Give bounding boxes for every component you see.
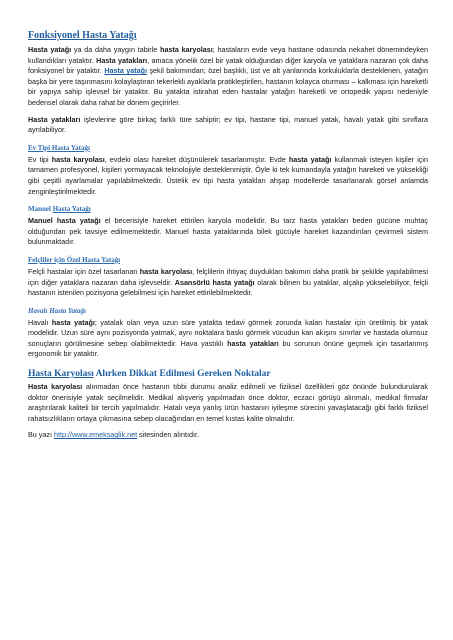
bold-term: Hasta karyolası [28,382,83,392]
bold-term: Hasta yatakları [28,114,81,124]
text-run: şekil bakımından; özel başlıklı, üst ve alt yanlarında korkuluklarla desteklenen, yatağın başka bir yere taşınmasını kolaylaştıran tekerlekli ayaklarla pratikleştirilen, hastanın kolayca oturması – kalkması için hareketli bir yapıya sahip işlevsel bir yataktır. Bu yatakta istirahat eden hastalar yatağın hareketli ve ortopedik yapısı nedeniyle bedensel olarak daha rahat bir dönem geçirirler. [28,66,428,107]
text-run: ; hastaların evde veya hastane odasında nekahet dönemindeyken kullandıkları yataktır. [28,45,428,65]
text-run: Ev tipi [28,154,52,164]
paragraph-fonksiyonel-2 [28,115,428,136]
heading-felcliler [28,256,428,265]
paragraph-felcliler [28,267,428,299]
heading-manuel [28,205,428,214]
text-run: el becerisiyle hareket ettirilen karyola modelidir. Bu tarz hasta yatakları beden gücüne muhtaç olduğundan pek tavsiye edilmemektedir. Manuel hasta yataklarında bilek gücüyle hareket kazandırılan çevirmeli sistem bulunmaktadır. [28,216,428,247]
paragraph-hasta-karyolasi [28,382,428,424]
heading-fonksiyonel-link[interactable]: Fonksiyonel Hasta Yatağı [28,30,137,41]
text-run: , amaca yönelik özel bir yatak olduğundan diğer karyola ve yataklara nazaran çok daha fonksiyonel bir yataktır. [28,55,429,76]
heading-havali [28,307,428,316]
bold-term: hasta yatağı [288,154,332,164]
bold-term: hasta karyolası [160,45,213,54]
bold-term: Hasta yatakları [96,55,148,65]
bold-term: hasta yatakları [227,338,279,348]
text-run: bu sorunun önüne geçmek için tasarlanmış ergonomik bir yataktır. [28,338,428,359]
heading-hasta-karyolasi-text: Alırken Dikkat Edilmesi Gereken Noktalar [93,369,271,380]
heading-ev-tipi [28,144,428,153]
paragraph-ev-tipi [28,155,428,197]
paragraph-havali [28,318,428,360]
bold-term: Asansörlü hasta yatağı [174,277,255,287]
bold-term: hasta yatağı [51,317,95,327]
document-content [28,30,428,441]
text-run: , felçlilerin ihtiyaç duydukları bakımın daha pratik bir şekilde yapılabilmesi için diğer yataklara nazaran daha işlevseldir. [28,266,428,287]
text-run: , evdeki olası hareket düşünülerek tasarlanmıştır. Evde [104,154,289,164]
heading-hasta-karyolasi-link[interactable]: Hasta Karyolası [28,369,94,380]
text-run: Felçli hastalar için özel tasarlanan [28,266,140,276]
text-run: ya da daha yaygın tabirle [71,45,161,54]
heading-ev-tipi-link[interactable]: Ev Tipi Hasta Yatağı [28,143,90,152]
inline-link[interactable]: Hasta yatağı [104,66,148,76]
text-run: işlevlerine göre birkaç farklı türe sahiptir; ev tipi, hastane tipi, manuel yatak, havalı yatak gibi sınıflara ayrılabiliyor. [28,114,429,135]
text-run: Havalı [28,317,52,327]
bold-term: Manuel hasta yatağı [28,216,101,226]
heading-manuel-text: Manuel [28,205,53,214]
heading-hasta-karyolasi [28,368,428,380]
text-run: olarak bilinen bu yataklar, alçalıp yükselebiliyor, felçli hastanın istenilen pozisyona gelebilmesi için hareket ettirilebilmektedir. [28,277,429,298]
heading-havali-text: Havalı Hasta Yatağı [28,306,86,315]
bold-term: hasta karyolası [139,266,193,276]
source-suffix: sitesinden alıntıdır. [137,430,199,440]
paragraph-source [28,430,428,441]
bold-term: Hasta yatağı [28,45,72,54]
source-link[interactable]: http://www.emeksaglik.net [53,430,138,440]
heading-felcliler-link[interactable]: Felçliler için Özel Hasta Yatağı [28,255,121,264]
heading-manuel-link[interactable]: Hasta Yatağı [52,205,91,214]
paragraph-fonksiyonel-1 [28,45,428,109]
heading-fonksiyonel [28,30,428,42]
paragraph-manuel [28,216,428,248]
source-prefix: Bu yazı [28,430,54,440]
text-run: kullanmak isteyen kişiler için tamamen profesyonel, kişileri yormayacak teknolojiyle desteklenmiştir. Öyle ki tek kumandayla yatağın hareketi ve yüksekliği gibi çeşitli ayarlamalar yapılabilmektedir. Üstelik ev tipi hasta yatakları ahşap modellerde tasarlanarak görsel anlamda zenginleştirilmektedir. [28,154,428,196]
bold-term: hasta karyolası [51,154,105,164]
text-run: ; yatalak olan veya uzun süre yatakta tedavi görmek zorunda kalan hastalar için üretilmiş bir yatak modelidir. Uzun süre aynı pozisyonda yatmak, aynı noktalara baskı görmek vücudun kan akışını sınırlar ve hastada olumsuz sonuçların görülmesine sebep olabilmektedir. Hava yastıklı [28,317,428,348]
text-run: alınmadan önce hastanın tıbbi durumu analiz edilmeli ve fiziksel özellikleri göz önünde bulundurularak doktor önerisiyle yatak seçilmelidir. Medikal alışveriş yapılmadan önce doktor, eczacı görüşü alınmalı, medikal firmalar araştırılarak kaliteli bir tercih yapılmalıdır. Hatalı veya yanlış ürün hastanın iyileşme sürecini yavaşlatacağı gibi farklı fiziksel rahatsızlıkların ortaya çıkmasına sebep olacağından en temel kıstas kalite olmalıdır. [28,382,429,423]
